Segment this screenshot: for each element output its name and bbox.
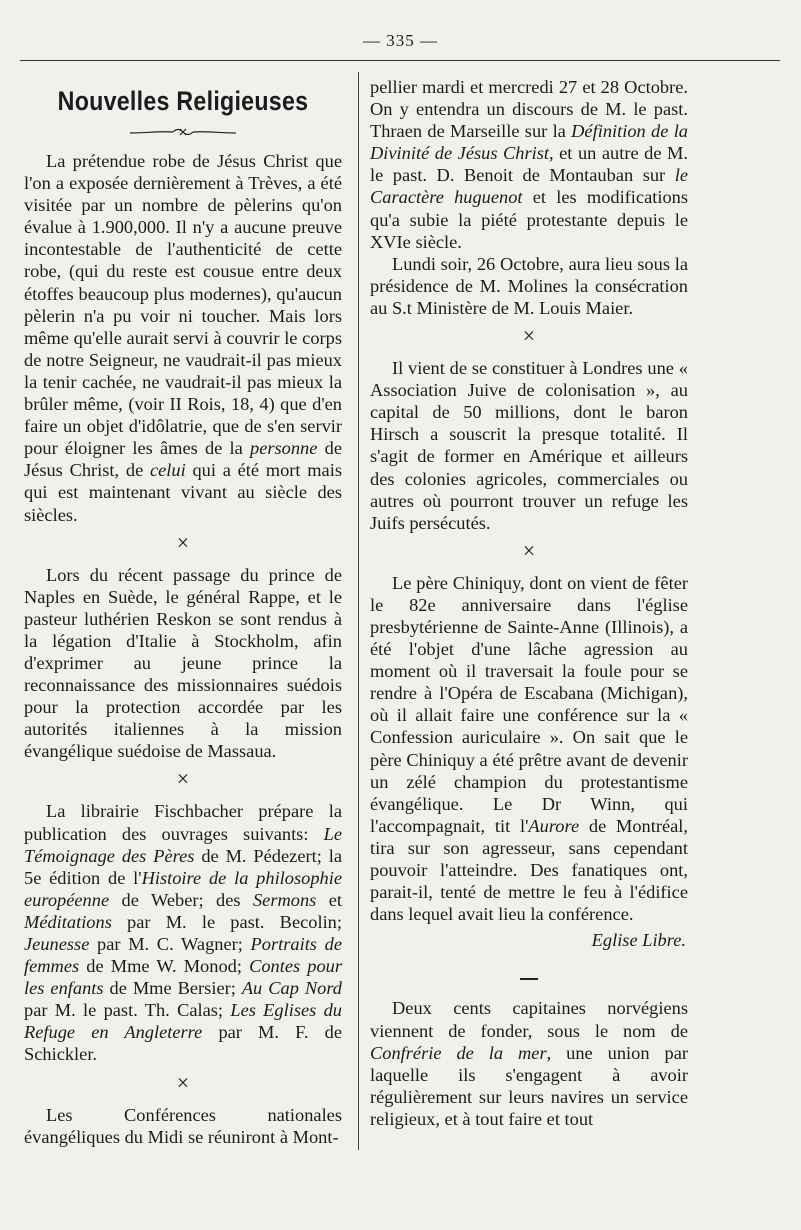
article-separator: × (176, 766, 190, 792)
short-rule (370, 963, 688, 985)
left-column (24, 76, 342, 1148)
article-conferences-midi: Les Conférences nationales évangéliques du Midi se réuniront à Mont- (24, 1104, 342, 1147)
article-separator: × (176, 529, 190, 555)
article-consecration: Lundi soir, 26 Octobre, aura lieu sous la présidence de M. Molines la consécration au S.t Ministère de M. Louis Maier. (370, 253, 688, 318)
article-chiniquy: Le père Chiniquy, dont on vient de fêter le 82e anniversaire dans l'église presbytérienne de Sainte-Anne (Illinois), a été l'objet d'une lâche agression au moment où il traversait la foule pour se rendre à l'Opéra de Escabana (Michigan), où il allait faire une conférence sur la « Confession auriculaire ». On sait que le père Chiniquy a été prêtre avant de devenir un zélé champion du protestantisme évangélique. Le Dr Winn, qui l'accompagnait, tit l'Aurore de Montréal, tira sur son agresseur, sans cependant pouvoir l'atteindre. Des fanatiques ont, parait-il, tenté de mettre le feu à l'édifice dans lequel avait lieu la conférence. (370, 572, 688, 925)
article-association-juive: Il vient de se constituer à Londres une « Association Juive de colonisation », au capital de 50 millions, dont le baron Hirsch a souscrit la presque totalité. Il s'agit de former en Amérique et ailleurs des colonies agricoles, commerciales ou autres où pourront trouver un refuge les Juifs persécutés. (370, 358, 688, 533)
column-divider (358, 72, 359, 1150)
header-rule (20, 60, 780, 61)
article-fischbacher: La librairie Fischbacher prépare la publication des ouvrages suivants: Le Témoignage des Pères de M. Pédezert; la 5e édition de l'Histoire de la philosophie européenne de Weber; des Sermons et Méditations par M. le past. Becolin; Jeunesse par M. C. Wagner; Portraits de femmes de Mme W. Monod; Contes pour les enfants de Mme Bersier; Au Cap Nord par M. le past. Th. Calas; Les Eglises du Refuge en Angleterre par M. F. de Schickler. (24, 801, 343, 1065)
article-source: Eglise Libre. (591, 930, 686, 951)
section-title: Nouvelles Religieuses (57, 86, 309, 116)
page-number: — 335 — (363, 31, 438, 50)
title-flourish (128, 126, 238, 138)
article-capitaines-norvegiens: Deux cents capitaines norvégiens viennent de fonder, sous le nom de Confrérie de la mer, une union par laquelle ils s'engagent à avoir régulièrement sur leurs navires un service religieux, et à tout faire et tout (370, 998, 688, 1129)
right-column (370, 76, 688, 1130)
article-separator: × (176, 1069, 190, 1095)
article-conferences-continued: pellier mardi et mercredi 27 et 28 Octobre. On y entendra un discours de M. le past. Thraen de Marseille sur la Définition de la Divinité de Jésus Christ, et un autre de M. le past. D. Benoit de Montauban sur le Caractère huguenot et les modifications qu'a subie la piété protestante depuis le XVIe siècle. (370, 77, 689, 252)
article-separator: × (522, 537, 536, 563)
article-trier-robe: La prétendue robe de Jésus Christ que l'on a exposée dernièrement à Trèves, a été visitée par un nombre de pèlerins qu'on évalue à 1.900,000. Il n'y a aucune preuve incontestable de l'authenticité de cette robe, (qui du reste est cousue entre deux étoffes beaucoup plus modernes), qu'aucun pèlerin n'a pu voir ni toucher. Mais lors même qu'elle aurait servi à couvrir le corps de notre Seigneur, ne vaudrait-il pas mieux la tenir cachée, ne vaudrait-il pas mieux la brûler même, (voir II Rois, 18, 4) que d'en faire un objet d'idôlatrie, que de s'en servir pour éloigner les âmes de la personne de Jésus Christ, de celui qui a été mort mais qui est maintenant vivant au siècle des siècles. (24, 151, 342, 525)
article-prince-naples: Lors du récent passage du prince de Naples en Suède, le général Rappe, et le pasteur luthérien Reskon se sont rendus à la légation d'Italie à Stockholm, afin d'exprimer au jeune prince la reconnaissance des missionnaires suédois pour la protection accordée par les autorités italiennes à la mission évangélique suédoise de Massaua. (24, 564, 342, 762)
article-separator: × (522, 323, 536, 349)
